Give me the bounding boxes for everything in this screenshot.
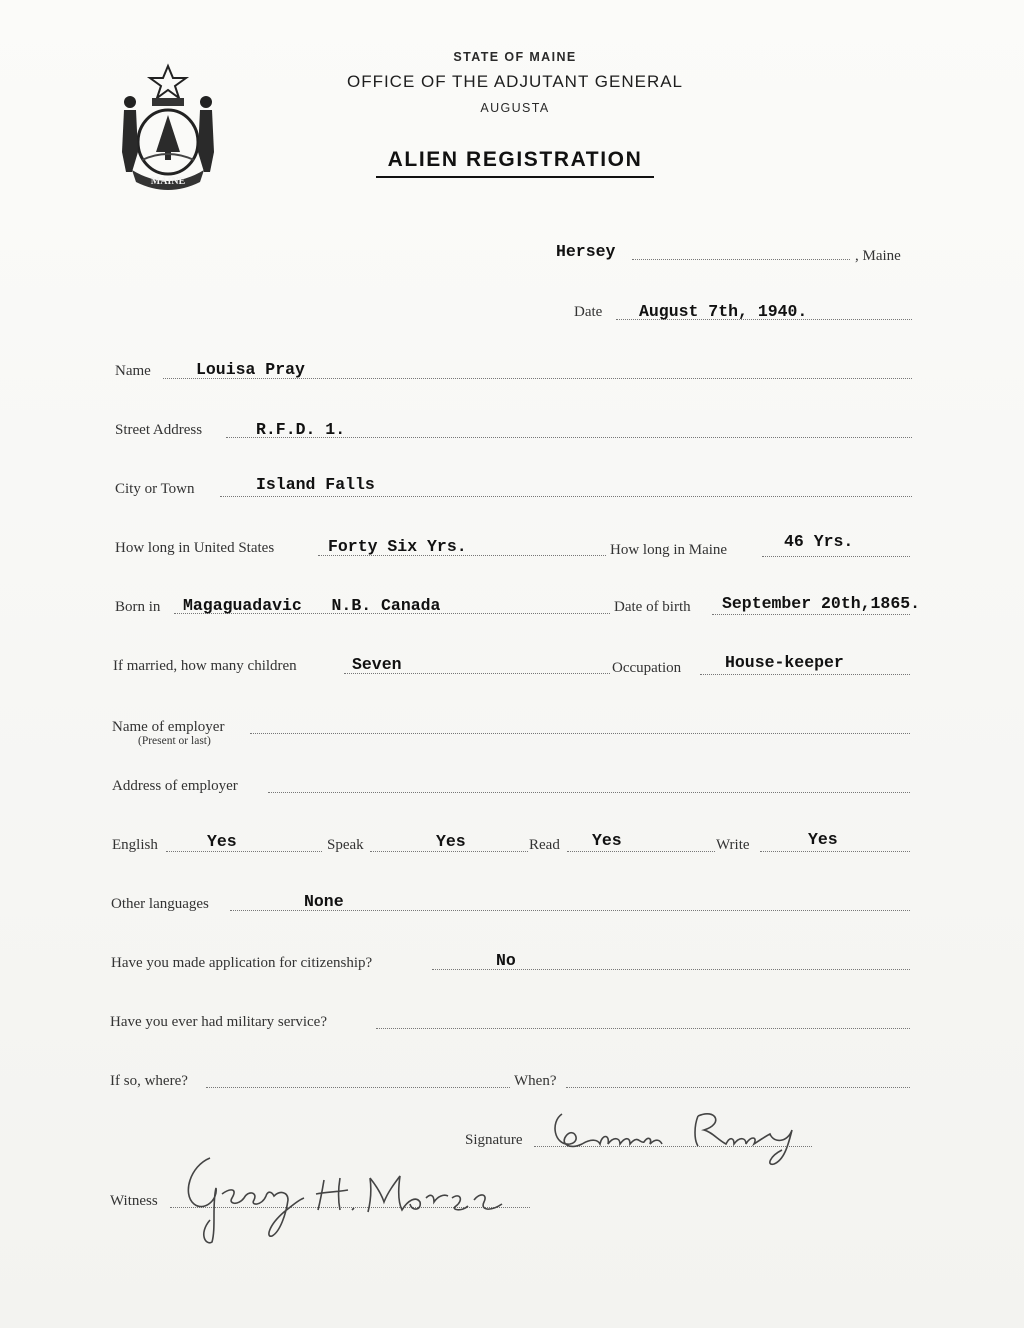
date-value: August 7th, 1940. — [639, 302, 808, 321]
write-label: Write — [716, 837, 750, 853]
name-value: Louisa Pray — [196, 360, 305, 379]
where-label: If so, where? — [110, 1073, 188, 1089]
when-line — [566, 1087, 910, 1088]
place-line — [632, 259, 850, 260]
witness-label: Witness — [110, 1193, 158, 1209]
form-title: ALIEN REGISTRATION — [387, 148, 643, 171]
employer-address-line — [268, 792, 910, 793]
born-in-label: Born in — [115, 599, 161, 615]
english-value: Yes — [207, 832, 237, 851]
children-value: Seven — [352, 655, 402, 674]
signature-label: Signature — [465, 1132, 523, 1148]
how-long-maine-value: 46 Yrs. — [784, 532, 854, 551]
read-line — [567, 851, 715, 852]
employer-name-sublabel: (Present or last) — [138, 735, 211, 747]
read-value: Yes — [592, 831, 622, 850]
place-town-value: Hersey — [556, 242, 616, 261]
speak-line — [370, 851, 528, 852]
speak-label: Speak — [327, 837, 364, 853]
state-seal-icon — [112, 60, 224, 190]
employer-name-label: Name of employer — [112, 719, 225, 735]
how-long-us-value: Forty Six Yrs. — [328, 537, 467, 556]
signature-handwriting — [548, 1100, 818, 1170]
title-underline — [376, 176, 654, 178]
military-line — [376, 1028, 910, 1029]
other-languages-value: None — [304, 892, 344, 911]
how-long-maine-label: How long in Maine — [610, 542, 728, 558]
employer-name-line — [250, 733, 910, 734]
city-value: Island Falls — [256, 475, 375, 494]
other-languages-label: Other languages — [111, 896, 209, 912]
citizenship-label: Have you made application for citizenship? — [111, 955, 373, 971]
city-line — [220, 496, 912, 497]
witness-handwriting — [172, 1148, 532, 1248]
place-state-label: , Maine — [855, 248, 901, 264]
how-long-maine-line — [762, 556, 910, 557]
date-label: Date — [574, 304, 603, 320]
write-line — [760, 851, 910, 852]
city-label: City or Town — [115, 481, 195, 497]
name-label: Name — [115, 363, 151, 379]
read-label: Read — [529, 837, 560, 853]
header-city: AUGUSTA — [480, 101, 550, 115]
employer-address-label: Address of employer — [112, 778, 238, 794]
svg-text:MAINE: MAINE — [150, 176, 186, 187]
occupation-label: Occupation — [612, 660, 682, 676]
write-value: Yes — [808, 830, 838, 849]
street-address-value: R.F.D. 1. — [256, 420, 346, 439]
when-label: When? — [514, 1073, 557, 1089]
street-address-label: Street Address — [115, 422, 203, 438]
header-office: OFFICE OF THE ADJUTANT GENERAL — [346, 72, 684, 91]
children-label: If married, how many children — [113, 658, 297, 674]
speak-value: Yes — [436, 832, 466, 851]
header-state: STATE OF MAINE — [453, 50, 577, 64]
english-line — [166, 851, 322, 852]
date-of-birth-value: September 20th,1865. — [722, 594, 921, 613]
date-of-birth-line — [712, 614, 910, 615]
citizenship-value: No — [496, 951, 516, 970]
military-label: Have you ever had military service? — [110, 1014, 327, 1030]
date-of-birth-label: Date of birth — [614, 599, 691, 615]
occupation-value: House-keeper — [725, 653, 844, 672]
english-label: English — [112, 837, 158, 853]
born-in-value: Magaguadavic N.B. Canada — [183, 596, 441, 615]
occupation-line — [700, 674, 910, 675]
how-long-us-label: How long in United States — [115, 540, 275, 556]
where-line — [206, 1087, 510, 1088]
